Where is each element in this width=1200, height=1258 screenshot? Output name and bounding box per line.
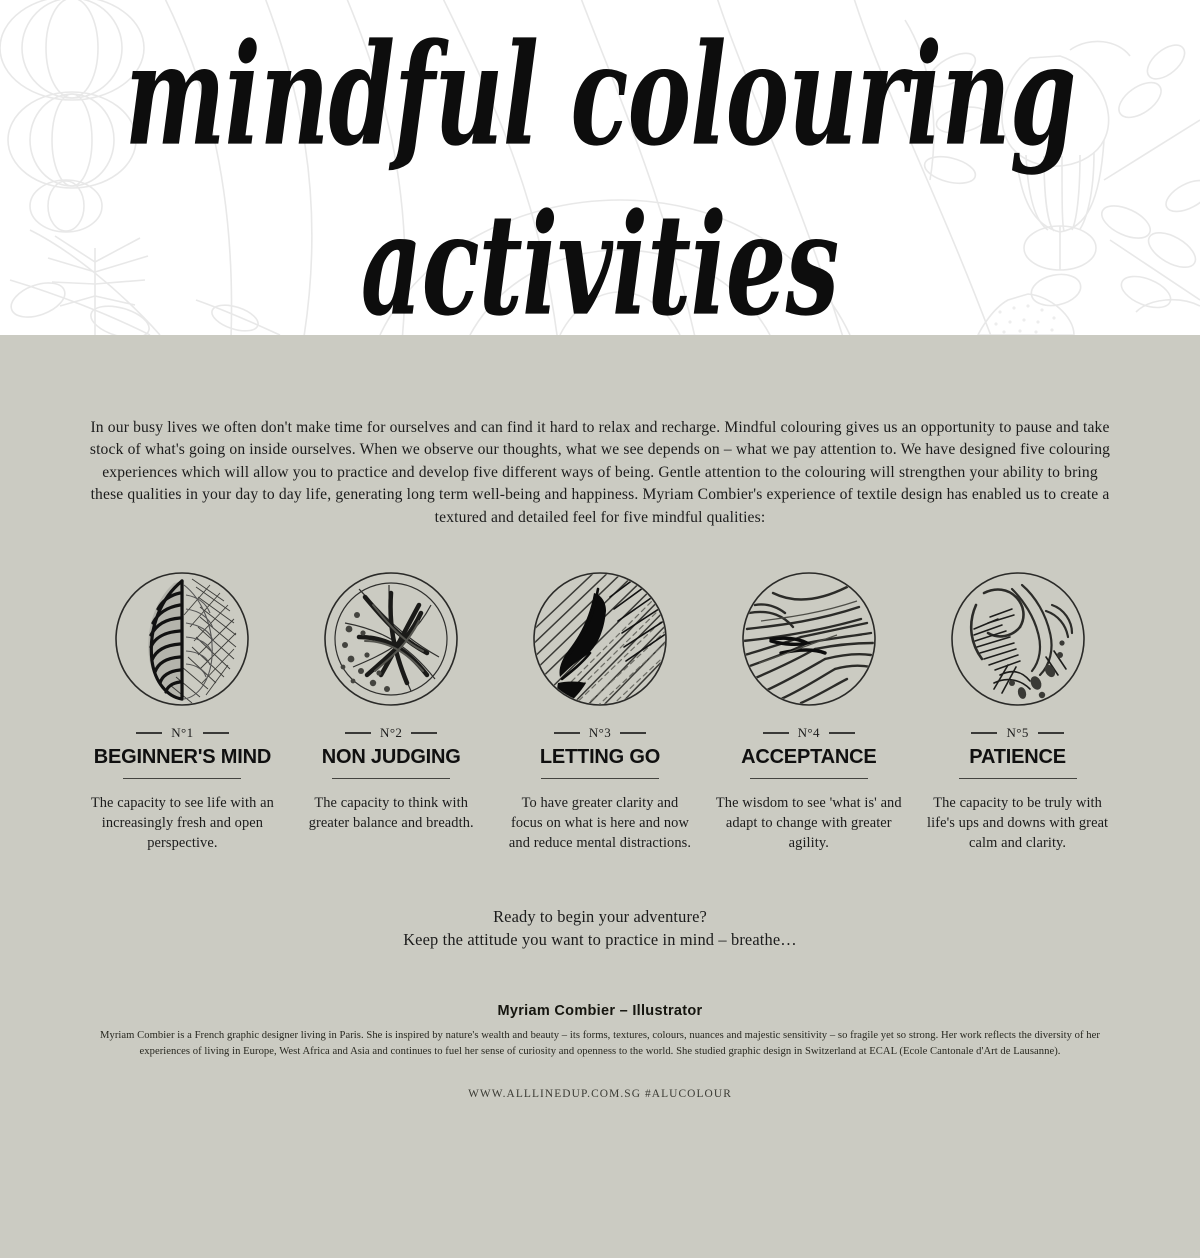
quality-rule bbox=[750, 778, 868, 779]
quality-rule bbox=[541, 778, 659, 779]
dash-right bbox=[411, 732, 437, 733]
quality-description-3: To have greater clarity and focus on what is here and now and reduce mental distractions. bbox=[508, 795, 692, 852]
quality-title-2: NON JUDGING bbox=[321, 746, 461, 769]
seed-pods-circle-icon bbox=[950, 571, 1086, 707]
dash-left bbox=[136, 732, 162, 733]
dash-left bbox=[971, 732, 997, 733]
website-hashtag-line[interactable]: WWW.ALLLINEDUP.COM.SG #ALUCOLOUR bbox=[468, 1088, 732, 1101]
quality-number-3: N°3 bbox=[588, 725, 612, 741]
dash-right bbox=[829, 732, 855, 733]
quality-number-1: N°1 bbox=[171, 725, 194, 741]
poster-header bbox=[0, 0, 1200, 335]
quality-column-5 bbox=[913, 571, 1122, 853]
quality-number-row bbox=[704, 725, 913, 741]
quality-rule bbox=[332, 778, 450, 779]
title-line-1: mindful colouring bbox=[124, 13, 1076, 178]
quality-description-4: The wisdom to see 'what is' and adapt to change with greater agility. bbox=[715, 795, 902, 852]
dash-right bbox=[203, 732, 229, 733]
quality-description-5: The capacity to be truly with life's ups and downs with great calm and clarity. bbox=[927, 795, 1109, 852]
dash-right bbox=[1038, 732, 1064, 733]
flowing-waves-circle-icon bbox=[741, 571, 877, 707]
diagonal-strokes-circle-icon bbox=[532, 571, 668, 707]
dash-left bbox=[763, 732, 789, 733]
quality-title-1: BEGINNER'S MIND bbox=[93, 746, 272, 769]
illustrator-name: Myriam Combier – Illustrator bbox=[497, 1003, 703, 1020]
dash-left bbox=[345, 732, 371, 733]
quality-number-row bbox=[287, 725, 496, 741]
quality-column-3 bbox=[496, 571, 705, 853]
quality-number-row bbox=[496, 725, 705, 741]
closing-block bbox=[0, 905, 1200, 951]
quality-title-4: ACCEPTANCE bbox=[741, 746, 877, 769]
quality-title-5: PATIENCE bbox=[969, 746, 1066, 769]
woven-branches-circle-icon bbox=[323, 571, 459, 707]
quality-number-2: N°2 bbox=[380, 725, 403, 741]
dash-left bbox=[554, 732, 580, 733]
quality-title-3: LETTING GO bbox=[539, 746, 661, 769]
title-line-2: activities bbox=[361, 183, 839, 335]
dash-right bbox=[620, 732, 646, 733]
poster-title bbox=[0, 0, 1200, 335]
quality-rule bbox=[959, 778, 1077, 779]
closing-line-2: Keep the attitude you want to practice in mind – breathe… bbox=[403, 930, 797, 950]
credit-block bbox=[0, 1003, 1200, 1100]
intro-paragraph: In our busy lives we often don't make time for ourselves and can find it hard to relax and recharge. Mindful colouring gives us an opportunity to pause and take stock of what's going on inside ourselves. When we observe our thoughts, what we see depends on – what we pay attention to. We have designed five colouring experiences which will allow you to practice and develop five different ways of being. Gentle attention to the colouring will strengthen your ability to bring these qualities in your day to day life, generating long term well-being and happiness. Myriam Combier's experience of textile design has enabled us to create a textured and detailed feel for five mindful qualities: bbox=[89, 419, 1111, 526]
quality-rule bbox=[123, 778, 241, 779]
quality-number-4: N°4 bbox=[797, 725, 820, 741]
quality-description-2: The capacity to think with greater balance and breadth. bbox=[308, 795, 474, 832]
quality-column-4 bbox=[704, 571, 913, 853]
quality-number-row bbox=[913, 725, 1122, 741]
illustrator-bio: Myriam Combier is a French graphic designer living in Paris. She is inspired by nature's wealth and beauty – its forms, textures, colours, nuances and majestic sensitivity – so fragile yet so strong. Her work reflects the diversity of her experiences of living in Europe, West Africa and Asia and continues to fuel her sense of curiosity and openness to the world. She studied graphic design in Switzerland at ECAL (Ecole Cantonale d'Art de Lausanne). bbox=[100, 1030, 1100, 1057]
poster-body bbox=[0, 335, 1200, 1258]
quality-column-1 bbox=[78, 571, 287, 853]
quality-number-5: N°5 bbox=[1006, 725, 1029, 741]
qualities-row bbox=[0, 571, 1200, 853]
leaf-hatch-circle-icon bbox=[114, 571, 250, 707]
quality-description-1: The capacity to see life with an increasingly fresh and open perspective. bbox=[90, 795, 274, 852]
quality-number-row bbox=[78, 725, 287, 741]
quality-column-2 bbox=[287, 571, 496, 853]
closing-line-1: Ready to begin your adventure? bbox=[493, 907, 707, 927]
